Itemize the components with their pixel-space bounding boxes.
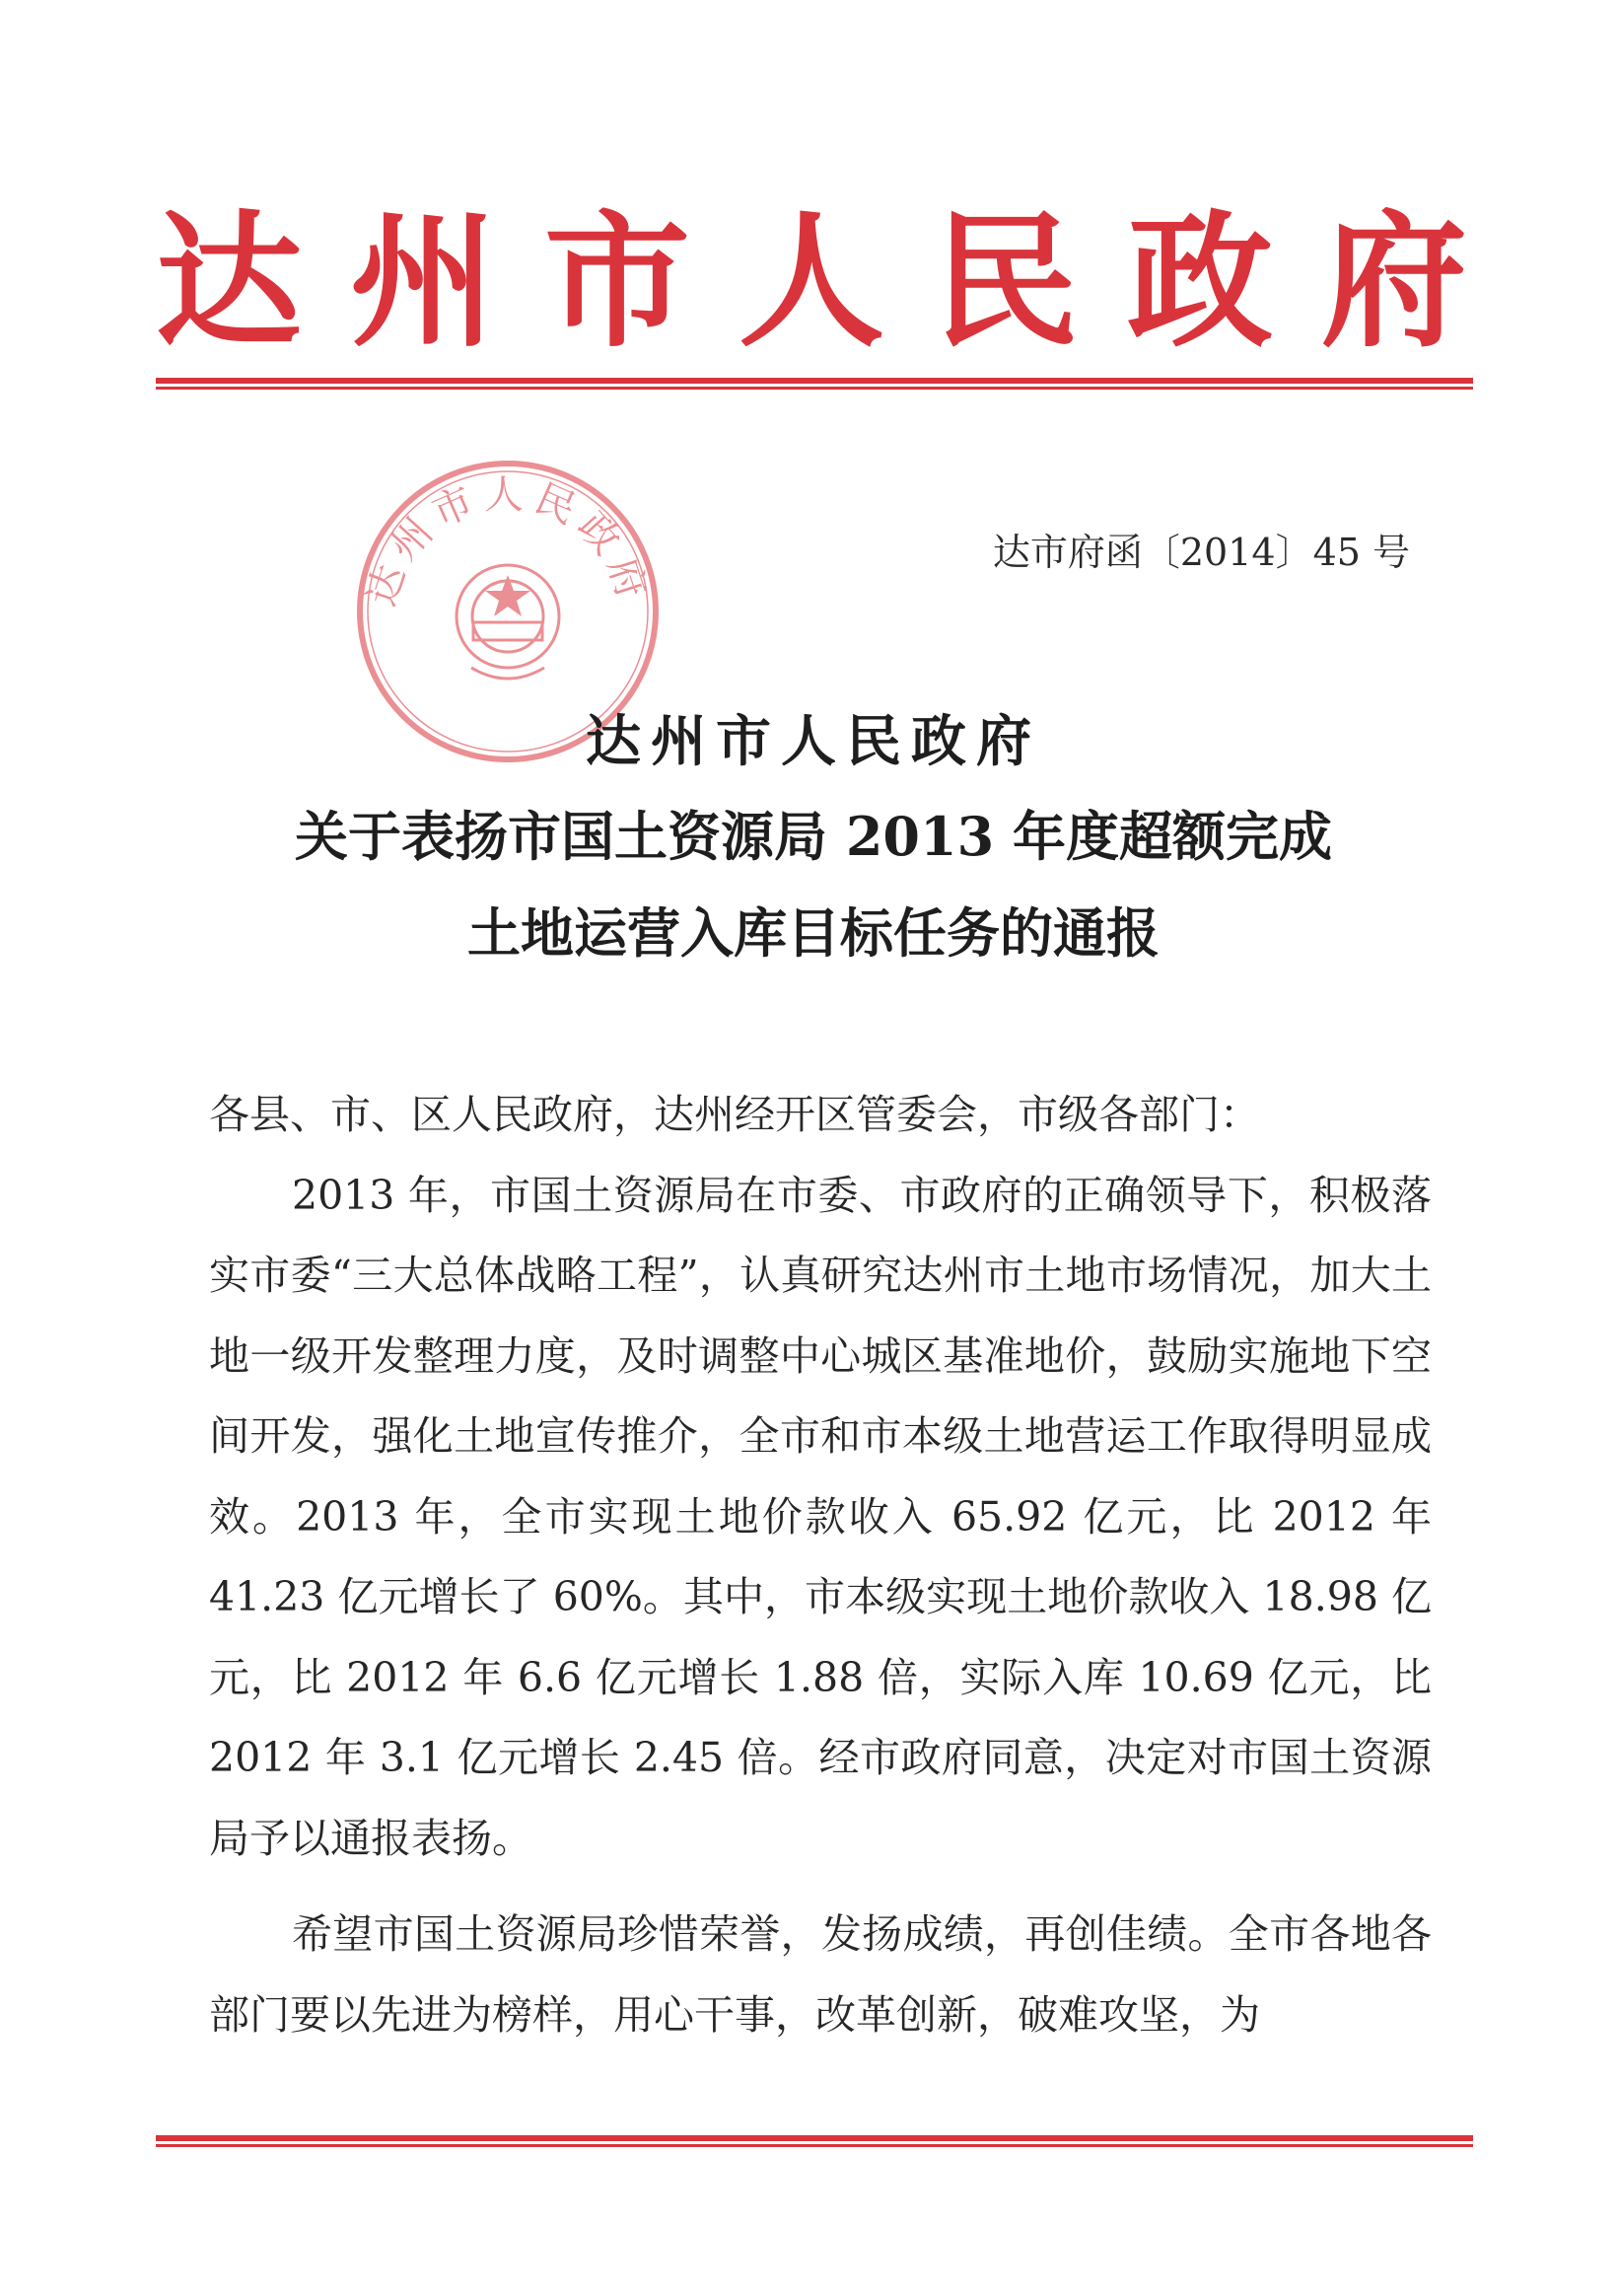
paragraph: 希望市国土资源局珍惜荣誉，发扬成绩，再创佳绩。全市各地各部门要以先进为榜样，用心干事，改革创新，破难攻坚，为 (209, 1910, 1432, 2039)
paragraph: 2013 年，市国土资源局在市委、市政府的正确领导下，积极落实市委“三大总体战略工程”，认真研究达州市土地市场情况，加大土地一级开发整理力度，及时调整中心城区基准地价，鼓励实施地下空间开发，强化土地宣传推介，全市和市本级土地营运工作取得明显成效。2013 年，全市实现土地价款收入 65.92 亿元，比 2012 年 41.23 亿元增长了 60%。其中，市本级实现土地价款收入 18.98 亿元，比 2012 年 6.6 亿元增长 1.88 倍，实际入库 10.69 亿元，比 2012 年 3.1 亿元增长 2.45 倍。经市政府同意，决定对市国土资源局予以通报表扬。 (209, 1171, 1432, 1862)
document-reference-number: 达市府函〔2014〕45 号 (992, 531, 1410, 574)
title-line-issuer: 达州市人民政府 (586, 709, 1041, 774)
rule-thick-line (156, 378, 1473, 384)
header-char: 人 (739, 195, 884, 367)
header-char: 市 (544, 195, 690, 367)
title-line-subject-cont: 土地运营入库目标任务的通报 (467, 901, 1160, 965)
header-char: 达 (156, 195, 302, 367)
header-red-rule (156, 378, 1473, 392)
header-char: 政 (1127, 195, 1273, 367)
title-line-subject: 关于表扬市国土资源局 2013 年度超额完成 (295, 805, 1332, 868)
salutation: 各县、市、区人民政府，达州经开区管委会，市级各部门： (209, 1091, 1260, 1138)
header-char: 州 (350, 195, 496, 367)
header-char: 府 (1321, 195, 1467, 367)
seal-text: 达州市人民政府 (359, 471, 657, 612)
issuing-authority-header (156, 197, 1467, 365)
footer-red-rule (156, 2135, 1473, 2149)
rule-thin-line (156, 2144, 1473, 2147)
rule-thick-line (156, 2135, 1473, 2141)
document-body (209, 1075, 1432, 2055)
header-char: 民 (933, 195, 1079, 367)
rule-thin-line (156, 387, 1473, 390)
national-emblem-icon (457, 565, 559, 679)
